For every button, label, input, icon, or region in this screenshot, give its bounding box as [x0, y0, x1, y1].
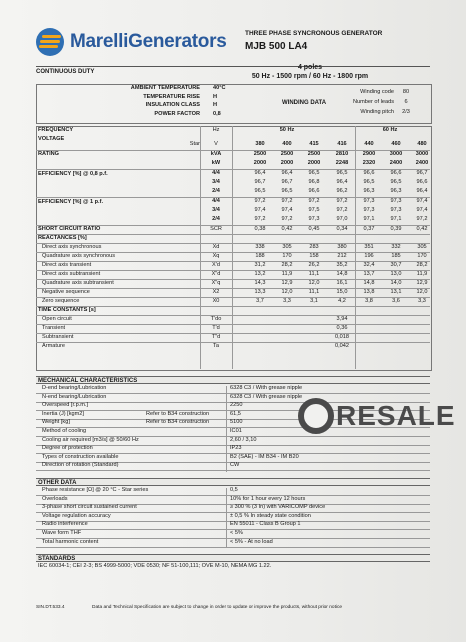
header-block	[245, 30, 425, 52]
header-subtitle: THREE PHASE SYNCRONOUS GENERATOR	[245, 30, 383, 37]
value-cell: 14,3	[254, 280, 266, 286]
value-cell: 96,3	[363, 188, 375, 194]
value-cell: 11,9	[281, 271, 293, 277]
value-cell: 196	[364, 253, 374, 259]
value-cell: 96,4	[254, 170, 266, 176]
value-cell: 96,6	[308, 188, 320, 194]
value-cell: 13,8	[363, 289, 375, 295]
value-cell: 2248	[335, 160, 349, 166]
value-cell: 3,3	[418, 298, 426, 304]
winding-value: 80	[402, 89, 410, 95]
scr-label: SHORT CIRCUIT RATIO	[38, 226, 101, 232]
value-cell: 96,5	[308, 170, 320, 176]
value-cell: 416	[337, 141, 347, 147]
value-cell: 97,2	[416, 216, 428, 222]
value-cell: 14,8	[363, 280, 375, 286]
divider	[36, 315, 430, 316]
value-cell: 380	[337, 244, 347, 250]
value-cell: 212	[337, 253, 347, 259]
reactance-symbol: X"d	[211, 271, 221, 277]
value-cell: 480	[417, 141, 427, 147]
brand-name: MarelliGenerators	[70, 31, 227, 52]
header-rule	[36, 66, 430, 67]
value-cell: 3,7	[256, 298, 264, 304]
value-cell: 97,2	[336, 207, 348, 213]
mech-value: 5100	[230, 419, 243, 426]
time-constant-symbol: Ta	[213, 343, 219, 349]
mech-label: Cooling air required [m3/s] @ 50/60 Hz	[42, 436, 139, 443]
watermark-text: RESALE	[336, 400, 456, 431]
value-cell: 2810	[335, 151, 349, 157]
value-cell: 96,6	[390, 170, 402, 176]
other-value: EN 55011 - Class B Group 1	[230, 521, 301, 528]
value-cell: 97,2	[254, 216, 266, 222]
value-cell: 15,0	[336, 289, 348, 295]
value-cell: 3,6	[392, 298, 400, 304]
load-fraction: 2/4	[212, 216, 220, 222]
time-constant-value: 0,018	[335, 334, 349, 340]
model-title: MJB 500 LA4	[245, 41, 308, 52]
brand-logo	[36, 28, 226, 56]
mechanical-header: MECHANICAL CHARACTERISTICS	[36, 376, 430, 384]
rating-unit: kW	[211, 160, 221, 166]
value-cell: 170	[282, 253, 292, 259]
value-cell: 97,3	[363, 207, 375, 213]
value-cell: 16,1	[336, 280, 348, 286]
other-label: Radio interference	[42, 521, 88, 528]
ambient-value: 40°C	[213, 85, 226, 91]
value-cell: 96,5	[254, 188, 266, 194]
column-divider	[226, 488, 227, 548]
mech-label: Degree of protection	[42, 445, 93, 452]
value-cell: 14,8	[336, 271, 348, 277]
other-label: 3-phase short circuit sustained current	[42, 504, 137, 511]
value-cell: 97,5	[308, 207, 320, 213]
value-cell: 460	[391, 141, 401, 147]
mech-label: Inertia (J) [kgm2]	[42, 410, 84, 417]
load-fraction: 3/4	[212, 207, 220, 213]
value-cell: 96,5	[390, 179, 402, 185]
value-cell: 12,0	[416, 289, 428, 295]
divider	[36, 324, 430, 325]
load-fraction: 2/4	[212, 188, 220, 194]
value-cell: 96,2	[336, 188, 348, 194]
other-label: Wave form THF	[42, 530, 82, 536]
duty-label: CONTINUOUS DUTY	[36, 69, 95, 75]
ambient-value: H	[213, 93, 218, 100]
other-label: Voltage regulation accuracy	[42, 512, 111, 519]
value-cell: 2000	[253, 160, 267, 166]
column-divider	[232, 126, 233, 369]
time-constant-symbol: T'do	[210, 316, 222, 322]
value-cell: 0,34	[336, 226, 348, 232]
efficiency-label: EFFICIENCY [%] @ 0,8 p.f.	[38, 171, 108, 177]
mech-value: IC01	[230, 428, 242, 434]
scr-unit: SCR	[210, 226, 222, 232]
reactance-symbol: Xq	[212, 253, 220, 259]
ambient-value: H	[213, 102, 218, 109]
value-cell: 97,4	[254, 207, 266, 213]
mech-value: IP23	[230, 445, 242, 452]
other-label: Phase resistance [Ω] @ 20 °C - Star series	[42, 487, 149, 493]
value-cell: 2500	[253, 151, 267, 157]
value-cell: 96,6	[363, 170, 375, 176]
mech-label: Overspeed [r.p.m.]	[42, 402, 89, 409]
value-cell: 0,42	[416, 226, 428, 232]
mech-label: Direction of rotation (Standard)	[42, 462, 119, 469]
efficiency-label: EFFICIENCY [%] @ 1 p.f.	[38, 199, 104, 205]
other-value: 0,5	[230, 487, 238, 493]
column-divider	[355, 126, 356, 369]
poles-label: 4 poles	[297, 64, 323, 71]
value-cell: 97,0	[336, 216, 348, 222]
mech-note: Refer to B34 construction	[146, 419, 210, 426]
value-cell: 13,7	[363, 271, 375, 277]
value-cell: 97,3	[390, 207, 402, 213]
value-cell: 185	[391, 253, 401, 259]
ambient-label: INSULATION CLASS	[145, 102, 200, 109]
value-cell: 2900	[362, 151, 376, 157]
winding-value: 6	[404, 99, 408, 105]
reactance-label: Direct axis subtransient	[42, 271, 101, 277]
freq-60-header: 60 Hz	[382, 127, 398, 133]
footer-note: Data and Technical Specification are subject to change in order to update or improve the products, without prior notice	[92, 605, 343, 610]
load-fraction: 4/4	[212, 198, 220, 204]
load-fraction: 3/4	[212, 179, 220, 185]
reactance-symbol: X0	[212, 298, 220, 304]
winding-label: Winding pitch	[360, 109, 394, 115]
value-cell: 96,7	[416, 170, 428, 176]
frequency-unit: Hz	[212, 127, 220, 133]
value-cell: 97,3	[390, 198, 402, 204]
value-cell: 96,4	[416, 188, 428, 194]
other-label: Total harmonic content	[42, 538, 99, 545]
value-cell: 338	[255, 244, 265, 250]
value-cell: 97,2	[281, 216, 293, 222]
value-cell: 11,9	[416, 271, 428, 277]
value-cell: 30,7	[390, 262, 402, 268]
freq-speed-label: 50 Hz - 1500 rpm / 60 Hz - 1800 rpm	[251, 73, 369, 80]
value-cell: 0,38	[254, 226, 266, 232]
value-cell: 188	[255, 253, 265, 259]
value-cell: 97,4	[416, 198, 428, 204]
reactance-symbol: X2	[212, 289, 220, 295]
value-cell: 96,3	[390, 188, 402, 194]
value-cell: 97,4	[281, 207, 293, 213]
value-cell: 0,42	[281, 226, 293, 232]
value-cell: 28,2	[281, 262, 293, 268]
resale-watermark	[298, 398, 456, 434]
value-cell: 32,4	[363, 262, 375, 268]
time-constant-value: 3,94	[336, 316, 348, 322]
value-cell: 96,4	[336, 179, 348, 185]
value-cell: 97,1	[363, 216, 375, 222]
other-label: Overloads	[42, 495, 68, 502]
value-cell: 0,37	[363, 226, 375, 232]
value-cell: 305	[282, 244, 292, 250]
document-code: SIN.DT.533.4	[36, 605, 65, 610]
mech-value: CW	[230, 462, 240, 469]
value-cell: 4,2	[338, 298, 346, 304]
reactance-symbol: Xd	[212, 244, 220, 250]
value-cell: 170	[417, 253, 427, 259]
other-value: < 5% - At no load	[230, 538, 273, 545]
divider	[36, 342, 430, 343]
value-cell: 440	[364, 141, 374, 147]
value-cell: 11,1	[308, 271, 320, 277]
mech-value: 61,5	[230, 410, 241, 417]
load-fraction: 4/4	[212, 170, 220, 176]
ambient-value: 0,8	[213, 110, 221, 117]
voltage-unit: V	[214, 141, 218, 147]
value-cell: 2000	[280, 160, 294, 166]
value-cell: 332	[391, 244, 401, 250]
value-cell: 3,8	[365, 298, 373, 304]
value-cell: 11,1	[308, 289, 320, 295]
value-cell: 13,2	[254, 271, 266, 277]
freq-50-header: 50 Hz	[279, 127, 295, 133]
reactance-label: Quadrature axis subtransient	[42, 280, 114, 286]
time-constant-label: Armature	[42, 343, 66, 349]
mech-value: 6328 C3 / With grease nipple	[230, 385, 303, 391]
column-divider	[200, 126, 201, 369]
value-cell: 2000	[307, 160, 321, 166]
value-cell: 0,39	[390, 226, 402, 232]
divider	[36, 547, 430, 548]
time-constant-value: 0,36	[336, 325, 348, 331]
value-cell: 2320	[362, 160, 376, 166]
mech-label: N-end bearing/Lubrication	[42, 393, 107, 400]
divider	[36, 234, 430, 235]
mech-label: D-end bearing/Lubrication	[42, 385, 107, 391]
reactances-label: REACTANCES [%]	[38, 235, 87, 241]
reactance-label: Zero sequence	[42, 298, 80, 304]
standards-text: IEC 60034-1; CEI 2-3; BS 4999-5000; VDE 0530; NF 51-100,111; OVE M-10, NEMA MG 1.22.	[38, 563, 272, 570]
value-cell: 283	[309, 244, 319, 250]
value-cell: 96,7	[254, 179, 266, 185]
value-cell: 28,2	[416, 262, 428, 268]
value-cell: 97,4	[416, 207, 428, 213]
time-constant-label: Transient	[42, 325, 66, 331]
divider	[36, 470, 430, 471]
value-cell: 97,2	[336, 198, 348, 204]
ambient-label: TEMPERATURE RISE	[143, 93, 200, 100]
value-cell: 158	[309, 253, 319, 259]
other-value: ± 0,5 % In steady state condition	[230, 512, 311, 519]
value-cell: 97,1	[390, 216, 402, 222]
marelli-logo-icon	[36, 28, 64, 56]
value-cell: 97,2	[254, 198, 266, 204]
value-cell: 97,3	[308, 216, 320, 222]
value-cell: 2500	[307, 151, 321, 157]
mech-value: 6328 C3 / With grease nipple	[230, 393, 303, 400]
time-constant-symbol: T"d	[211, 334, 221, 340]
value-cell: 13,3	[254, 289, 266, 295]
value-cell: 96,6	[416, 179, 428, 185]
value-cell: 2500	[280, 151, 294, 157]
reactance-label: Direct axis synchronous	[42, 244, 102, 250]
voltage-connection: Star	[189, 141, 200, 147]
value-cell: 0,45	[308, 226, 320, 232]
mech-value: 2250	[230, 402, 243, 409]
frequency-label: FREQUENCY	[38, 127, 74, 133]
value-cell: 96,5	[363, 179, 375, 185]
column-divider	[226, 386, 227, 472]
value-cell: 3000	[389, 151, 403, 157]
mech-label: Method of cooling	[42, 428, 87, 434]
reactance-symbol: X'd	[212, 262, 220, 268]
value-cell: 35,2	[336, 262, 348, 268]
value-cell: 12,9	[416, 280, 428, 286]
value-cell: 400	[282, 141, 292, 147]
reactance-label: Negative sequence	[42, 289, 90, 295]
reactance-label: Quadrature axis synchronous	[42, 253, 116, 259]
value-cell: 96,7	[281, 179, 293, 185]
value-cell: 3,1	[310, 298, 318, 304]
mech-value: 2,60 / 3,10	[230, 436, 257, 443]
ambient-label: POWER FACTOR	[154, 110, 200, 117]
value-cell: 31,2	[254, 262, 266, 268]
reactance-label: Direct axis transient	[42, 262, 92, 268]
other-value: ≥ 300 % (3 In) with VARICOMP device	[230, 504, 326, 511]
voltage-label: VOLTAGE	[38, 136, 65, 142]
time-constant-value: 0,042	[335, 343, 349, 349]
value-cell: 3000	[415, 151, 429, 157]
value-cell: 96,5	[336, 170, 348, 176]
value-cell: 3,3	[283, 298, 291, 304]
standards-header: STANDARDS	[36, 554, 430, 562]
mech-label: Weight [kg]	[42, 419, 70, 426]
other-data-header: OTHER DATA	[36, 478, 430, 486]
gear-icon	[298, 398, 334, 434]
time-constant-label: Subtransient	[42, 334, 74, 340]
ambient-label: AMBIENT TEMPERATURE	[130, 85, 200, 91]
rating-unit: kVA	[210, 151, 222, 157]
mech-value: B2 (SAE) - IM B34 - IM B20	[230, 453, 299, 460]
winding-title: WINDING DATA	[282, 100, 327, 106]
value-cell: 96,8	[308, 179, 320, 185]
other-value: < 5%	[230, 530, 243, 536]
value-cell: 13,0	[390, 271, 402, 277]
time-constant-symbol: T'd	[212, 325, 220, 331]
value-cell: 13,1	[390, 289, 402, 295]
value-cell: 97,2	[308, 198, 320, 204]
value-cell: 12,9	[281, 280, 293, 286]
mech-label: Types of construction available	[42, 453, 119, 460]
value-cell: 96,4	[281, 170, 293, 176]
rating-label: RATING	[38, 151, 60, 157]
value-cell: 26,2	[308, 262, 320, 268]
mech-note: Refer to B34 construction	[146, 410, 210, 417]
value-cell: 2400	[415, 160, 429, 166]
time-constant-label: Open circuit	[42, 316, 72, 322]
value-cell: 415	[309, 141, 319, 147]
value-cell: 96,5	[281, 188, 293, 194]
value-cell: 97,2	[281, 198, 293, 204]
value-cell: 14,0	[390, 280, 402, 286]
other-value: 10% for 1 hour every 12 hours	[230, 495, 306, 502]
winding-label: Winding code	[360, 89, 394, 95]
value-cell: 305	[417, 244, 427, 250]
reactance-symbol: X"q	[211, 280, 221, 286]
time-constants-label: TIME CONSTANTS [s]	[38, 307, 96, 313]
winding-value: 2/3	[402, 109, 410, 115]
winding-label: Number of leads	[352, 99, 394, 105]
value-cell: 2400	[389, 160, 403, 166]
value-cell: 351	[364, 244, 374, 250]
divider	[36, 333, 430, 334]
value-cell: 12,0	[281, 289, 293, 295]
value-cell: 12,0	[308, 280, 320, 286]
value-cell: 380	[255, 141, 265, 147]
value-cell: 97,3	[363, 198, 375, 204]
